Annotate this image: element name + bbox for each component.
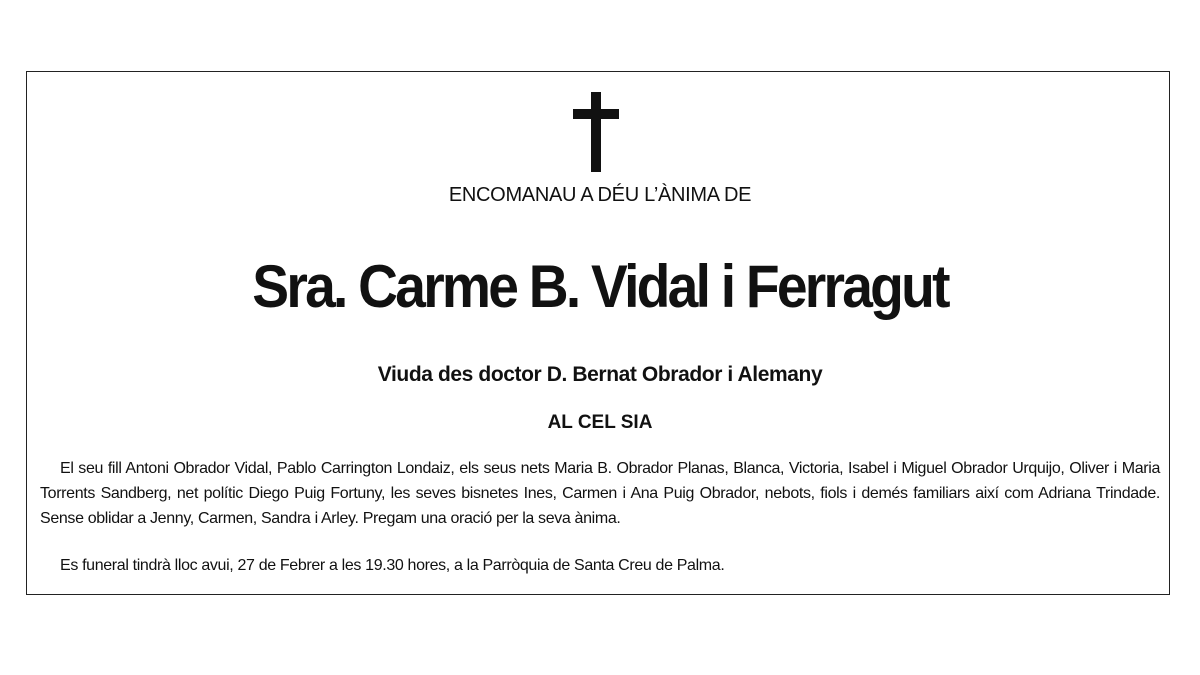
commend-line: ENCOMANAU A DÉU L’ÀNIMA DE xyxy=(448,184,752,206)
widow-line: Viuda des doctor D. Bernat Obrador i Alemany xyxy=(377,363,823,386)
rip-line: AL CEL SIA xyxy=(547,412,653,433)
family-paragraph: El seu fill Antoni Obrador Vidal, Pablo Carrington Londaiz, els seus nets Maria B. Obrador Planas, Blanca, Victoria, Isabel i Miguel Obrador Urquijo, Oliver i Maria Torrents Sandberg, net polític Diego Puig Fortuny, les seves bisnetes Ines, Carmen i Ana Puig Obrador, nebots, fiols i demés familiars així com Adriana Trindade. Sense oblidar a Jenny, Carmen, Sandra i Arley. Pregam una oració per la seva ànima. xyxy=(40,460,1160,527)
funeral-paragraph: Es funeral tindrà lloc avui, 27 de Febrer a les 19.30 hores, a la Parròquia de Santa Creu de Palma. xyxy=(60,557,725,574)
deceased-name: Sra. Carme B. Vidal i Ferragut xyxy=(252,253,948,320)
cross-icon xyxy=(573,92,619,172)
